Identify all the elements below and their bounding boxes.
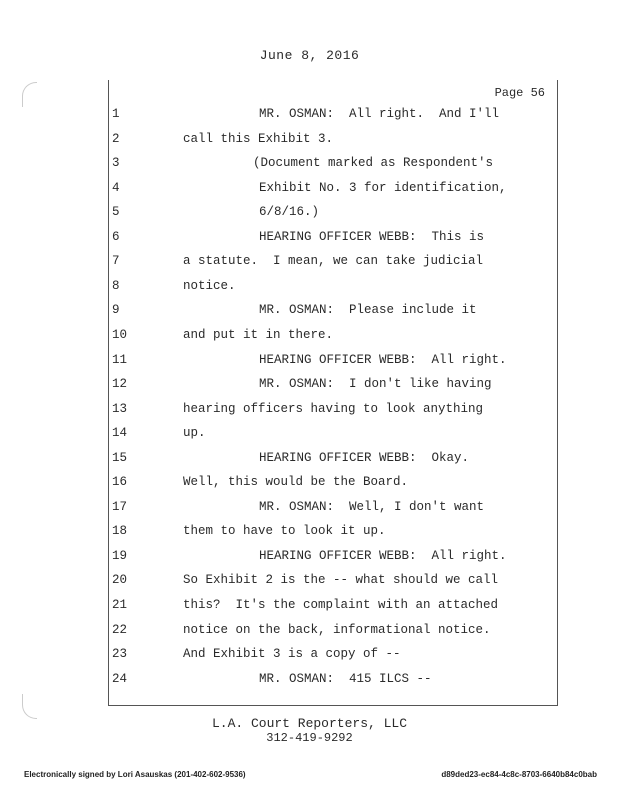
line-text: this? It's the complaint with an attached [183, 598, 499, 612]
transcript-line [0, 401, 619, 417]
transcript-line [0, 622, 619, 638]
electronic-signature-note: Electronically signed by Lori Asauskas (201-402-602-9536) [24, 770, 246, 779]
line-number: 5 [112, 205, 120, 220]
line-text: MR. OSMAN: Please include it [259, 303, 477, 318]
line-number: 16 [112, 475, 128, 490]
line-number: 23 [112, 647, 128, 662]
line-text: call this Exhibit 3. [183, 131, 334, 146]
line-number: 18 [112, 524, 128, 539]
transcript-line [0, 278, 619, 294]
line-text: MR. OSMAN: I don't like having [259, 377, 492, 392]
transcript-line [0, 131, 619, 147]
line-text: notice on the back, informational notice. [183, 622, 491, 637]
line-text: (Document marked as Respondent's [253, 156, 494, 171]
line-number: 6 [112, 229, 120, 244]
line-number: 14 [112, 426, 128, 441]
transcript-line [0, 597, 619, 613]
transcript-line [0, 376, 619, 392]
line-text: HEARING OFFICER WEBB: Okay. [259, 450, 470, 465]
line-text: HEARING OFFICER WEBB: All right. [259, 352, 507, 367]
footer-phone: 312-419-9292 [266, 731, 353, 745]
line-number: 11 [112, 352, 128, 367]
transcript-line [0, 450, 619, 466]
line-text: Exhibit No. 3 for identification, [259, 180, 507, 195]
line-number: 9 [112, 303, 120, 318]
footer-company: L.A. Court Reporters, LLC [211, 716, 408, 731]
line-number: 7 [112, 254, 120, 269]
page-number: Page 56 [494, 86, 545, 100]
transcript-line [0, 646, 619, 662]
transcript-line [0, 327, 619, 343]
line-number: 22 [112, 622, 128, 637]
line-number: 2 [112, 131, 120, 146]
line-number: 24 [112, 671, 128, 686]
transcript-date: June 8, 2016 [259, 48, 360, 63]
line-number: 20 [112, 573, 128, 588]
line-number: 3 [112, 156, 120, 171]
line-text: hearing officers having to look anything [183, 401, 484, 416]
line-text: MR. OSMAN: Well, I don't want [259, 499, 485, 514]
line-number: 15 [112, 450, 128, 465]
line-text: So Exhibit 2 is the -- what should we call [183, 573, 499, 588]
line-number: 8 [112, 278, 120, 293]
line-text: up. [183, 426, 206, 441]
line-number: 19 [112, 548, 128, 563]
line-text: And Exhibit 3 is a copy of -- [183, 647, 401, 662]
transcript-line [0, 229, 619, 245]
line-text: 6/8/16.) [259, 205, 320, 220]
line-number: 12 [112, 377, 128, 392]
document-hash: d89ded23-ec84-4c8c-8703-6640b84c0bab [441, 770, 597, 779]
line-number: 17 [112, 499, 128, 514]
transcript-line [0, 548, 619, 564]
line-text: notice. [183, 278, 236, 293]
line-text: them to have to look it up. [183, 524, 386, 539]
transcript-line [0, 253, 619, 269]
transcript-line [0, 523, 619, 539]
line-number: 4 [112, 180, 120, 195]
line-text: MR. OSMAN: All right. And I'll [259, 107, 500, 121]
transcript-line [0, 572, 619, 588]
transcript-line [0, 499, 619, 515]
line-text: HEARING OFFICER WEBB: This is [259, 229, 485, 244]
line-text: HEARING OFFICER WEBB: All right. [259, 548, 507, 563]
line-number: 21 [112, 598, 128, 612]
transcript-line [0, 180, 619, 196]
transcript-line [0, 352, 619, 368]
transcript-line [0, 474, 619, 490]
line-text: Well, this would be the Board. [183, 475, 409, 490]
transcript-line [0, 204, 619, 220]
transcript-line [0, 155, 619, 171]
line-text: a statute. I mean, we can take judicial [183, 254, 484, 269]
transcript-line [0, 106, 619, 122]
transcript-line [0, 425, 619, 441]
line-number: 13 [112, 401, 128, 416]
transcript-line [0, 671, 619, 687]
line-number: 10 [112, 327, 128, 342]
line-text: MR. OSMAN: 415 ILCS -- [259, 671, 432, 686]
line-text: and put it in there. [183, 327, 334, 342]
transcript-line [0, 302, 619, 318]
line-number: 1 [112, 107, 120, 121]
